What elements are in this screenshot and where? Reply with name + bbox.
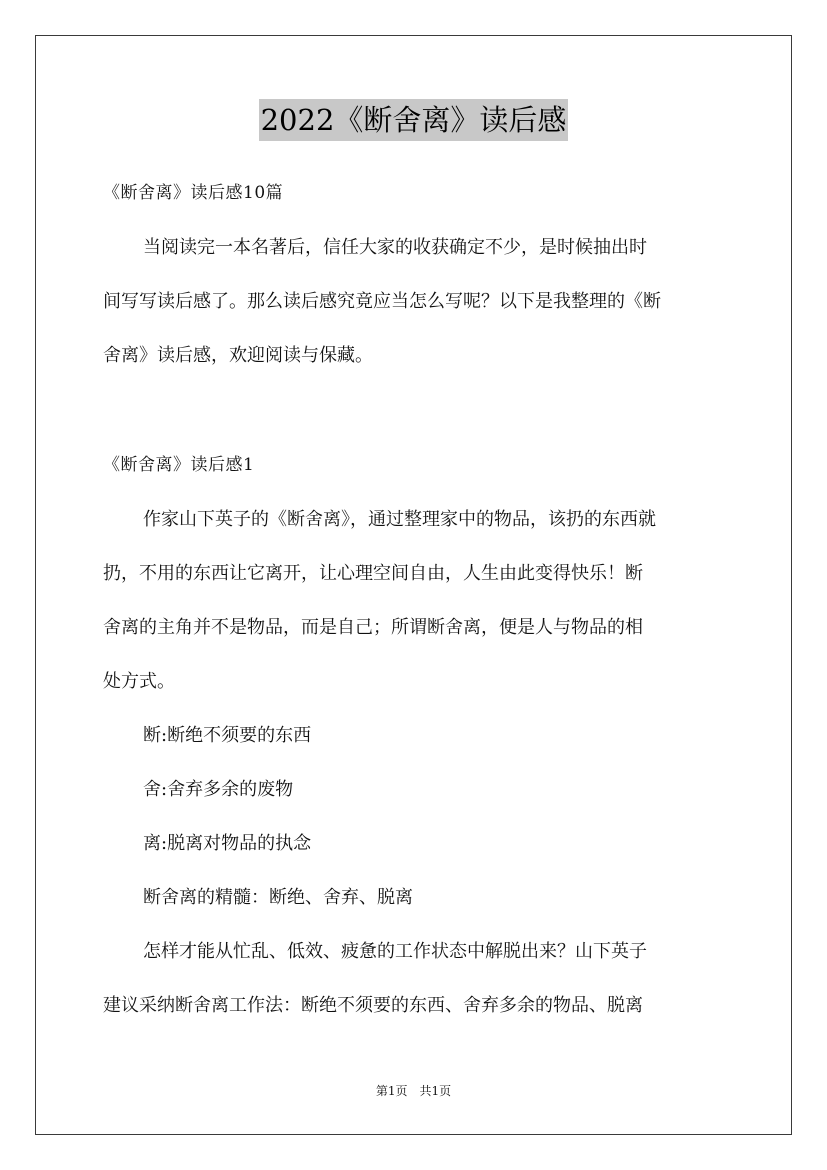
item-essence: 断舍离的精髓：断绝、舍弃、脱离 [143, 887, 413, 908]
intro-line-1: 当阅读完一本名著后，信任大家的收获确定不少，是时候抽出时 [143, 237, 647, 258]
section-heading: 《断舍离》读后感1 [103, 455, 255, 475]
page-number-footer: 第1页 共1页 [375, 1084, 452, 1098]
paragraph1-line-2: 扔，不用的东西让它离开，让心理空间自由，人生由此变得快乐！断 [103, 563, 643, 584]
item-duan: 断:断绝不须要的东西 [143, 725, 312, 746]
intro-line-2: 间写写读后感了。那么读后感究竟应当怎么写呢？以下是我整理的《断 [103, 291, 661, 312]
document-subtitle: 《断舍离》读后感10篇 [103, 183, 284, 203]
paragraph2-line-2: 建议采纳断舍离工作法：断绝不须要的东西、舍弃多余的物品、脱离 [103, 995, 643, 1016]
intro-line-3: 舍离》读后感，欢迎阅读与保藏。 [103, 345, 373, 366]
paragraph1-line-3: 舍离的主角并不是物品，而是自己；所谓断舍离，便是人与物品的相 [103, 617, 643, 638]
paragraph1-line-4: 处方式。 [103, 671, 175, 692]
paragraph1-line-1: 作家山下英子的《断舍离》，通过整理家中的物品，该扔的东西就 [143, 509, 656, 530]
item-li: 离:脱离对物品的执念 [143, 833, 312, 854]
document-title: 2022《断舍离》读后感 [259, 99, 569, 141]
title-container [0, 99, 827, 141]
item-she: 舍:舍弃多余的废物 [143, 779, 294, 800]
paragraph2-line-1: 怎样才能从忙乱、低效、疲惫的工作状态中解脱出来？山下英子 [143, 941, 647, 962]
